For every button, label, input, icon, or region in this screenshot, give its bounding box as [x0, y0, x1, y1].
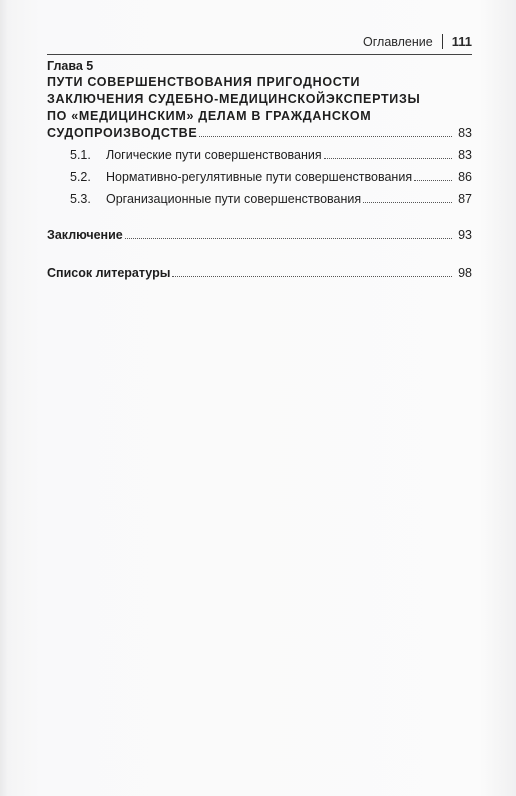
- section-title: Нормативно-регулятивные пути совершенствования: [106, 170, 413, 184]
- chapter-title-line-4: СУДОПРОИЗВОДСТВЕ: [47, 126, 198, 140]
- chapter-title-line-2: ЗАКЛЮЧЕНИЯ СУДЕБНО-МЕДИЦИНСКОЙЭКСПЕРТИЗЫ: [47, 92, 421, 106]
- dot-leader: [199, 136, 452, 137]
- conclusion-title: Заключение: [47, 228, 123, 242]
- section-title: Логические пути совершенствования: [106, 148, 322, 162]
- dot-leader: [324, 158, 452, 159]
- running-head: [363, 34, 472, 49]
- section-number: 5.1.: [70, 148, 91, 162]
- section-number: 5.3.: [70, 192, 91, 206]
- bibliography-page: 98: [458, 266, 472, 280]
- toc-entry-conclusion[interactable]: [47, 227, 472, 244]
- conclusion-page: 93: [458, 228, 472, 242]
- page-number: 111: [451, 34, 472, 49]
- toc-entry-section[interactable]: [47, 169, 472, 186]
- toc-entry-section[interactable]: [47, 191, 472, 208]
- chapter-title-line-3: ПО «МЕДИЦИНСКИМ» ДЕЛАМ В ГРАЖДАНСКОМ: [47, 109, 372, 123]
- section-page: 86: [458, 170, 472, 184]
- chapter-title-line-1: ПУТИ СОВЕРШЕНСТВОВАНИЯ ПРИГОДНОСТИ: [47, 75, 361, 89]
- header-rule: [47, 54, 472, 55]
- section-number: 5.2.: [70, 170, 91, 184]
- dot-leader: [414, 180, 452, 181]
- toc-entry-chapter-5[interactable]: [47, 125, 472, 142]
- chapter-label: Глава 5: [47, 59, 94, 73]
- dot-leader: [363, 202, 452, 203]
- table-of-contents: [47, 59, 472, 282]
- section-page: 83: [458, 148, 472, 162]
- bibliography-title: Список литературы: [47, 266, 171, 280]
- chapter-page: 83: [458, 126, 472, 140]
- toc-entry-section[interactable]: [47, 147, 472, 164]
- section-page: 87: [458, 192, 472, 206]
- running-head-section: Оглавление: [363, 34, 433, 49]
- toc-entry-bibliography[interactable]: [47, 265, 472, 282]
- dot-leader: [125, 238, 452, 239]
- running-head-separator: [442, 34, 443, 49]
- dot-leader: [172, 276, 452, 277]
- section-title: Организационные пути совершенствования: [106, 192, 362, 206]
